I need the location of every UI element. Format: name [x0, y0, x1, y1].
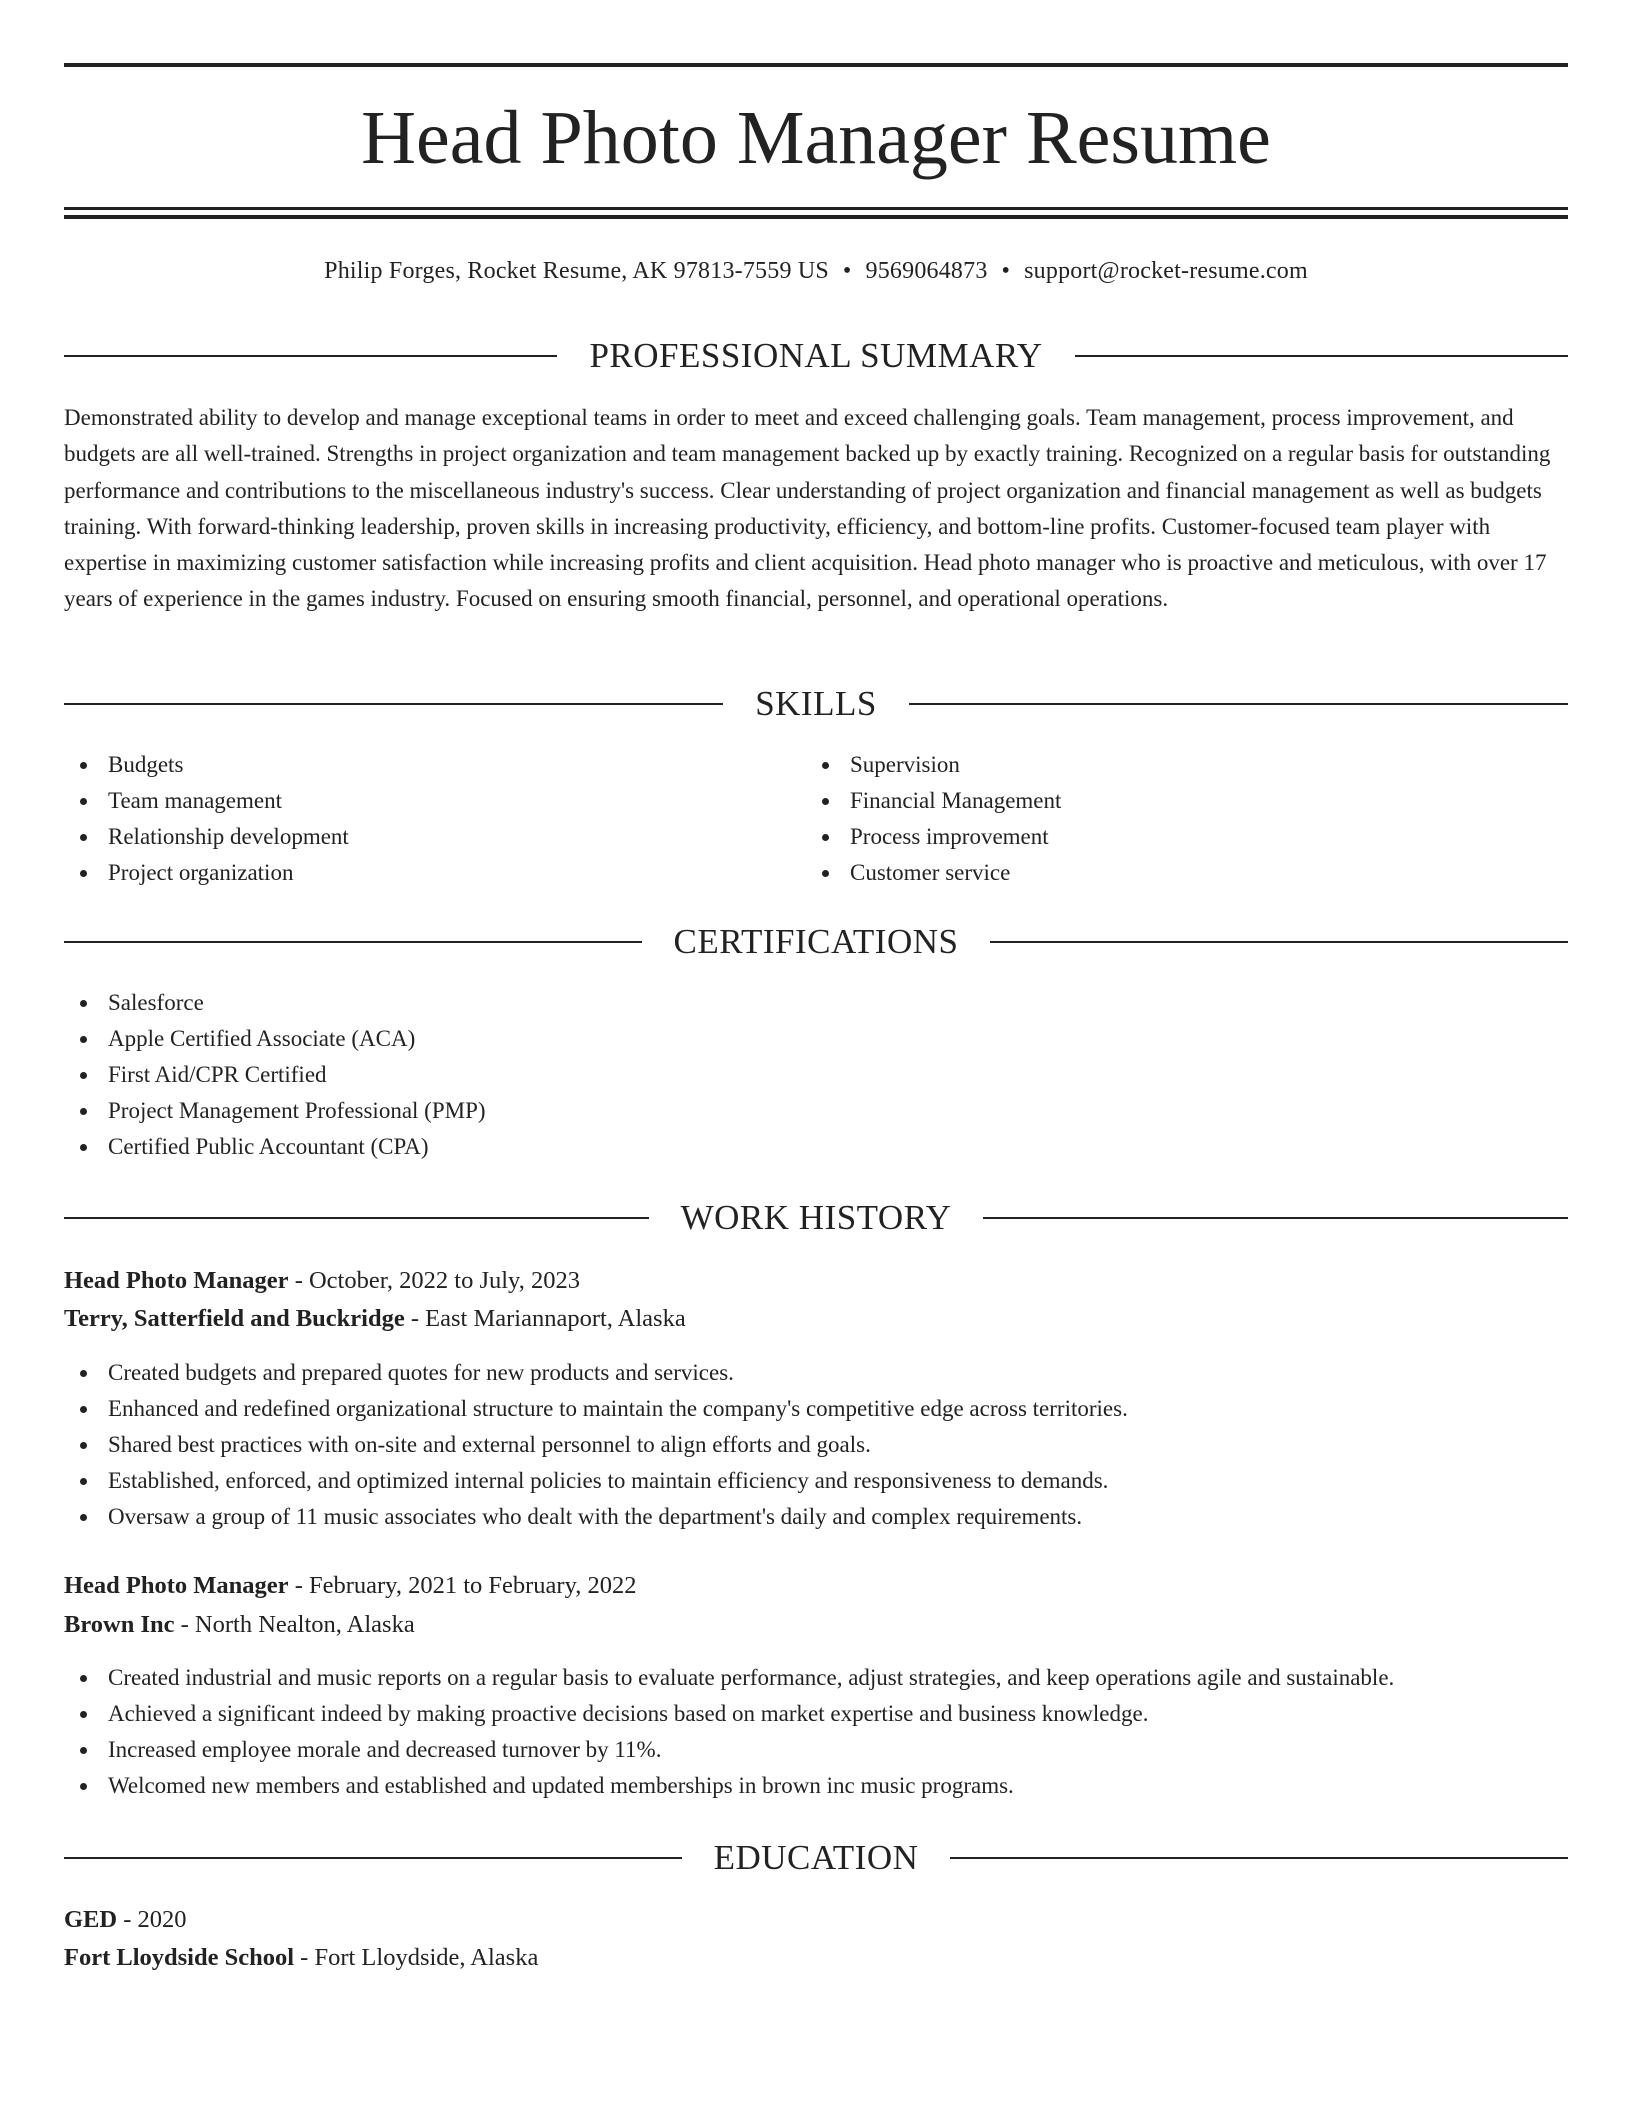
skill-item: Supervision: [806, 747, 1546, 783]
skill-item: Budgets: [64, 747, 804, 783]
job-company-line: [64, 1607, 1568, 1643]
summary-text: Demonstrated ability to develop and manage exceptional teams in order to meet and exceed challenging goals. Team management, process improvement, and budgets are all well-trained. Strengths in project organization and team management backed up by exactly training. Recognized on a regular basis for outstanding performance and contributions to the miscellaneous industry's success. Clear understanding of project organization and financial management as well as budgets training. With forward-thinking leadership, proven skills in increasing productivity, efficiency, and bottom-line profits. Customer-focused team player with expertise in maximizing customer satisfaction while increasing profits and client acquisition. Head photo manager who is proactive and meticulous, with over 17 years of experience in the games industry. Focused on ensuring smooth financial, personnel, and operational operations.: [64, 405, 1551, 612]
section-heading-work-history: [64, 1196, 1568, 1240]
section-heading-summary: [64, 334, 1568, 378]
contact-separator: •: [842, 258, 852, 284]
section-rule-right: [983, 1217, 1568, 1219]
section-rule-right: [909, 703, 1568, 705]
skill-item: Project organization: [64, 855, 804, 891]
contact-email: support@rocket-resume.com: [1024, 258, 1308, 284]
job-location: - East Mariannaport, Alaska: [404, 1305, 686, 1332]
job-duty-item: Created budgets and prepared quotes for new products and services.: [64, 1355, 1568, 1391]
resume-title: Head Photo Manager Resume: [361, 96, 1271, 180]
section-title: SKILLS: [755, 684, 877, 723]
education-school-line: [64, 1940, 1568, 1976]
job-duties-list: [64, 1355, 1568, 1535]
certification-item: Project Management Professional (PMP): [64, 1093, 1568, 1129]
section-rule-left: [64, 941, 642, 943]
contact-phone: 9569064873: [865, 258, 988, 284]
certification-item: Apple Certified Associate (ACA): [64, 1021, 1568, 1057]
contact-address: Philip Forges, Rocket Resume, AK 97813-7559 US: [324, 258, 829, 284]
section-rule-left: [64, 355, 557, 357]
section-title: CERTIFICATIONS: [673, 922, 959, 961]
job-duties-list: [64, 1660, 1568, 1804]
skills-list-right: [806, 747, 1546, 891]
skill-item: Relationship development: [64, 819, 804, 855]
header-double-rule-upper: [64, 207, 1568, 210]
section-heading-skills: [64, 682, 1568, 726]
section-rule-left: [64, 1857, 682, 1859]
certification-item: Certified Public Accountant (CPA): [64, 1129, 1568, 1165]
header-top-rule: [64, 63, 1568, 67]
job-title-line: [64, 1263, 1568, 1299]
education-year: - 2020: [117, 1906, 187, 1933]
section-rule-right: [990, 941, 1568, 943]
job-title: Head Photo Manager: [64, 1267, 289, 1294]
job-title-line: [64, 1568, 1568, 1604]
job-dates: - February, 2021 to February, 2022: [288, 1572, 637, 1599]
education-degree: GED: [64, 1906, 118, 1933]
section-title: EDUCATION: [713, 1838, 919, 1877]
job-duty-item: Achieved a significant indeed by making proactive decisions based on market expertise and business knowledge.: [64, 1696, 1568, 1732]
education-school: Fort Lloydside School: [64, 1944, 295, 1971]
contact-line: [64, 255, 1568, 287]
section-rule-left: [64, 1217, 649, 1219]
section-title: PROFESSIONAL SUMMARY: [589, 336, 1043, 375]
job-company-line: [64, 1301, 1568, 1337]
contact-separator: •: [1001, 258, 1011, 284]
job-title: Head Photo Manager: [64, 1572, 289, 1599]
job-duty-item: Increased employee morale and decreased turnover by 11%.: [64, 1732, 1568, 1768]
job-duty-item: Welcomed new members and established and updated memberships in brown inc music programs.: [64, 1768, 1568, 1804]
job-duty-item: Enhanced and redefined organizational structure to maintain the company's competitive edge across territories.: [64, 1391, 1568, 1427]
certification-item: Salesforce: [64, 985, 1568, 1021]
section-heading-certifications: [64, 920, 1568, 964]
job-company: Brown Inc: [64, 1611, 175, 1638]
certification-item: First Aid/CPR Certified: [64, 1057, 1568, 1093]
section-heading-education: [64, 1836, 1568, 1880]
section-rule-right: [1075, 355, 1568, 357]
job-duty-item: Oversaw a group of 11 music associates who dealt with the department's daily and complex requirements.: [64, 1499, 1568, 1535]
certifications-list: [64, 985, 1568, 1165]
section-rule-left: [64, 703, 723, 705]
job-location: - North Nealton, Alaska: [174, 1611, 415, 1638]
job-duty-item: Shared best practices with on-site and external personnel to align efforts and goals.: [64, 1427, 1568, 1463]
skill-item: Process improvement: [806, 819, 1546, 855]
education-location: - Fort Lloydside, Alaska: [294, 1944, 539, 1971]
job-duty-item: Established, enforced, and optimized internal policies to maintain efficiency and responsiveness to demands.: [64, 1463, 1568, 1499]
skills-list-left: [64, 747, 804, 891]
section-rule-right: [950, 1857, 1568, 1859]
header-double-rule-lower: [64, 215, 1568, 219]
skill-item: Team management: [64, 783, 804, 819]
education-degree-line: [64, 1902, 1568, 1938]
section-title: WORK HISTORY: [680, 1198, 952, 1237]
skill-item: Customer service: [806, 855, 1546, 891]
job-company: Terry, Satterfield and Buckridge: [64, 1305, 405, 1332]
skill-item: Financial Management: [806, 783, 1546, 819]
job-duty-item: Created industrial and music reports on a regular basis to evaluate performance, adjust strategies, and keep operations agile and sustainable.: [64, 1660, 1568, 1696]
job-dates: - October, 2022 to July, 2023: [288, 1267, 580, 1294]
